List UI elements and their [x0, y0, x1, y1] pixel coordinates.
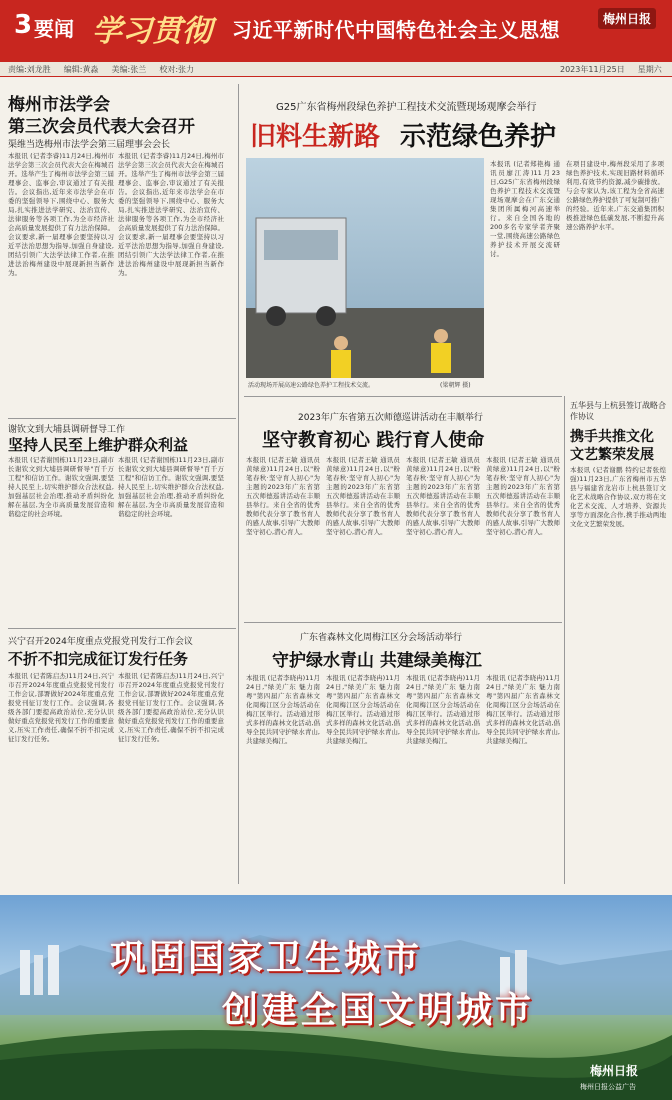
m3-kicker: 广东省森林文化周梅江区分会场活动举行	[300, 633, 463, 643]
page-meta-bar	[0, 62, 672, 77]
m3-title: 守护绿水青山 共建绿美梅江	[272, 651, 482, 671]
m2-kicker: 2023年广东省第五次师德巡讲活动在丰顺举行	[298, 413, 483, 423]
article3-kicker: 兴宁召开2024年度重点党报党刊发行工作会议	[8, 637, 193, 647]
m2-title: 坚守教育初心 践行育人使命	[262, 430, 485, 451]
main-title-rest: 示范绿色养护	[400, 122, 557, 152]
article2-body: 本报讯 (记者谢国栋)11月23日,副市长谢钦文到大埔县调研督导"百千万工程"和信访工作。谢钦文强调,要坚持人民至上,切实维护群众合法权益,加强基层社会治理,推动矛盾纠纷化解在基层,为全市高质量发展营造和谐稳定的社会环境。	[8, 456, 114, 518]
main-body-col1: 本报讯 (记者郑艳梅 通讯员廖江涛)11月23日,G25广东省梅州段绿色养护工程技术交流暨现场观摩会在广东交通集团所属梅河高速举行。来自全国各地的200多名专家学者齐聚一堂,围绕高速公路绿色养护技术开展交流研讨。	[490, 160, 560, 258]
right-title-line2: 文艺繁荣发展	[570, 447, 654, 463]
article-subtitle: 渠维当选梅州市法学会第三届理事会会长	[8, 140, 171, 150]
editor-credits: 责编:刘龙胜 编辑:黄淼 美编:张兰 校对:张力	[8, 65, 195, 74]
article2-body-col2: 本报讯 (记者谢国栋)11月23日,副市长谢钦文到大埔县调研督导"百千万工程"和信访工作。谢钦文强调,要坚持人民至上,切实维护群众合法权益,加强基层社会治理,推动矛盾纠纷化解在基层,为全市高质量发展营造和谐稳定的社会环境。	[118, 456, 224, 518]
right-title-line1: 携手共推文化	[570, 429, 654, 445]
page-number: 3	[14, 10, 33, 40]
divider	[244, 396, 562, 397]
spacer2	[250, 160, 251, 161]
divider	[244, 622, 562, 623]
column-divider	[564, 396, 565, 884]
article3-title: 不折不扣完成征订发行任务	[8, 650, 189, 668]
m3-body-col3: 本报讯 (记者李晓冉)11月24日,"绿美广东 魅力南粤"第四届广东省森林文化周梅江区分会场活动在梅江区举行。活动通过形式多样的森林文化活动,倡导全民共同守护绿水青山,共建绿美梅江。	[406, 674, 480, 745]
m2-body-col1: 本报讯 (记者王敏 通讯员黄绿意)11月24日,以"粉笔春秋·坚守育人初心"为主题的2023年广东省第五次师德巡讲活动在丰顺县举行。来自全省的优秀教师代表分享了教书育人的感人故事,引导广大教师坚守初心,潜心育人。	[246, 456, 320, 536]
m2-body-col3: 本报讯 (记者王敏 通讯员黄绿意)11月24日,以"粉笔春秋·坚守育人初心"为主题的2023年广东省第五次师德巡讲活动在丰顺县举行。来自全省的优秀教师代表分享了教书育人的感人故事,引导广大教师坚守初心,潜心育人。	[406, 456, 480, 536]
article2-kicker: 谢钦文到大埔县调研督导工作	[8, 425, 126, 435]
main-kicker: G25广东省梅州段绿色养护工程技术交流暨现场观摩会举行	[276, 102, 537, 113]
issue-date: 2023年11月25日 星期六	[560, 65, 662, 74]
news-photo	[246, 158, 484, 378]
m2-body-col4: 本报讯 (记者王敏 通讯员黄绿意)11月24日,以"粉笔春秋·坚守育人初心"为主题的2023年广东省第五次师德巡讲活动在丰顺县举行。来自全省的优秀教师代表分享了教书育人的感人故事,引导广大教师坚守初心,潜心育人。	[486, 456, 560, 536]
banner-note: 梅州日报公益广告	[580, 1083, 636, 1091]
section-name: 要闻	[34, 17, 74, 41]
newspaper-logo: 梅州日报	[598, 8, 656, 29]
m2-body-col2: 本报讯 (记者王敏 通讯员黄绿意)11月24日,以"粉笔春秋·坚守育人初心"为主题的2023年广东省第五次师德巡讲活动在丰顺县举行。来自全省的优秀教师代表分享了教书育人的感人故事,引导广大教师坚守初心,潜心育人。	[326, 456, 400, 536]
right-kicker: 五华县与上杭县签订战略合作协议	[570, 401, 666, 421]
photo-credit: (梁朝辉 摄)	[440, 382, 471, 389]
spacer3	[252, 156, 253, 157]
article-title-line1: 梅州市法学会	[8, 95, 110, 115]
column-brand: 学习贯彻	[92, 14, 212, 49]
column-title: 习近平新时代中国特色社会主义思想	[232, 18, 560, 42]
banner-line1: 巩固国家卫生城市	[110, 937, 423, 979]
banner-logo: 梅州日报	[590, 1064, 639, 1078]
banner-line2: 创建全国文明城市	[222, 989, 535, 1031]
photo-caption: 活动现场开展高速公路绿色养护工程技术交流。	[248, 382, 375, 389]
right-body: 本报讯 (记者谢鹏 特约记者张煌强)11月23日,广东省梅州市五华县与福建省龙岩市上杭县签订文化艺术战略合作协议,双方将在文化艺术交流、人才培养、资源共享等方面深化合作,携手推动两地文化文艺繁荣发展。	[570, 466, 666, 528]
road-paving-illustration	[246, 158, 484, 378]
main-title-highlight: 旧料生新路	[250, 122, 381, 152]
column-divider	[238, 84, 239, 884]
article-body: 本报讯 (记者李睿)11月24日,梅州市法学会第三次会员代表大会在梅城召开。选举产生了梅州市法学会第三届理事会、监事会,审议通过了有关报告。会议指出,近年来市法学会在市委的坚强领导下,围绕中心、服务大局,扎实推进法学研究、法治宣传、法律服务等各项工作,为全市经济社会高质量发展提供了有力法治保障。会议要求,新一届理事会要坚持以习近平法治思想为指导,加强自身建设,团结引领广大法学法律工作者,在推进法治梅州建设中展现新担当新作为。	[8, 152, 114, 277]
divider	[8, 628, 236, 629]
article3-body: 本报讯 (记者陈启杰)11月24日,兴宁市召开2024年度重点党报党刊发行工作会议,部署做好2024年度重点党报党刊征订发行工作。会议强调,各级各部门要提高政治站位,充分认识做好重点党报党刊发行工作的重要意义,压实工作责任,确保不折不扣完成征订发行任务。	[8, 672, 114, 743]
m3-body-col1: 本报讯 (记者李晓冉)11月24日,"绿美广东 魅力南粤"第四届广东省森林文化周梅江区分会场活动在梅江区举行。活动通过形式多样的森林文化活动,倡导全民共同守护绿水青山,共建绿美梅江。	[246, 674, 320, 745]
article-title-line2: 第三次会员代表大会召开	[8, 117, 195, 137]
article2-title: 坚持人民至上维护群众利益	[8, 436, 189, 454]
divider	[8, 418, 236, 419]
m3-body-col2: 本报讯 (记者李晓冉)11月24日,"绿美广东 魅力南粤"第四届广东省森林文化周梅江区分会场活动在梅江区举行。活动通过形式多样的森林文化活动,倡导全民共同守护绿水青山,共建绿美梅江。	[326, 674, 400, 745]
m3-body-col4: 本报讯 (记者李晓冉)11月24日,"绿美广东 魅力南粤"第四届广东省森林文化周梅江区分会场活动在梅江区举行。活动通过形式多样的森林文化活动,倡导全民共同守护绿水青山,共建绿美梅江。	[486, 674, 560, 745]
right-body-col: 在项目建设中,梅州段采用了多项绿色养护技术,实现旧路材料循环利用,有效节约资源,减少碳排放。与会专家认为,该工程为全省高速公路绿色养护提供了可复制可推广的经验。近年来,广东交通集团积极推进绿色低碳发展,不断提升高速公路养护水平。	[566, 160, 664, 231]
article-body-col2: 本报讯 (记者李睿)11月24日,梅州市法学会第三次会员代表大会在梅城召开。选举产生了梅州市法学会第三届理事会、监事会,审议通过了有关报告。会议指出,近年来市法学会在市委的坚强领导下,围绕中心、服务大局,扎实推进法学研究、法治宣传、法律服务等各项工作,为全市经济社会高质量发展提供了有力法治保障。会议要求,新一届理事会要坚持以习近平法治思想为指导,加强自身建设,团结引领广大法学法律工作者,在推进法治梅州建设中展现新担当新作为。	[118, 152, 224, 277]
article3-body-col2: 本报讯 (记者陈启杰)11月24日,兴宁市召开2024年度重点党报党刊发行工作会议,部署做好2024年度重点党报党刊征订发行工作。会议强调,各级各部门要提高政治站位,充分认识做好重点党报党刊发行工作的重要意义,压实工作责任,确保不折不扣完成征订发行任务。	[118, 672, 224, 743]
